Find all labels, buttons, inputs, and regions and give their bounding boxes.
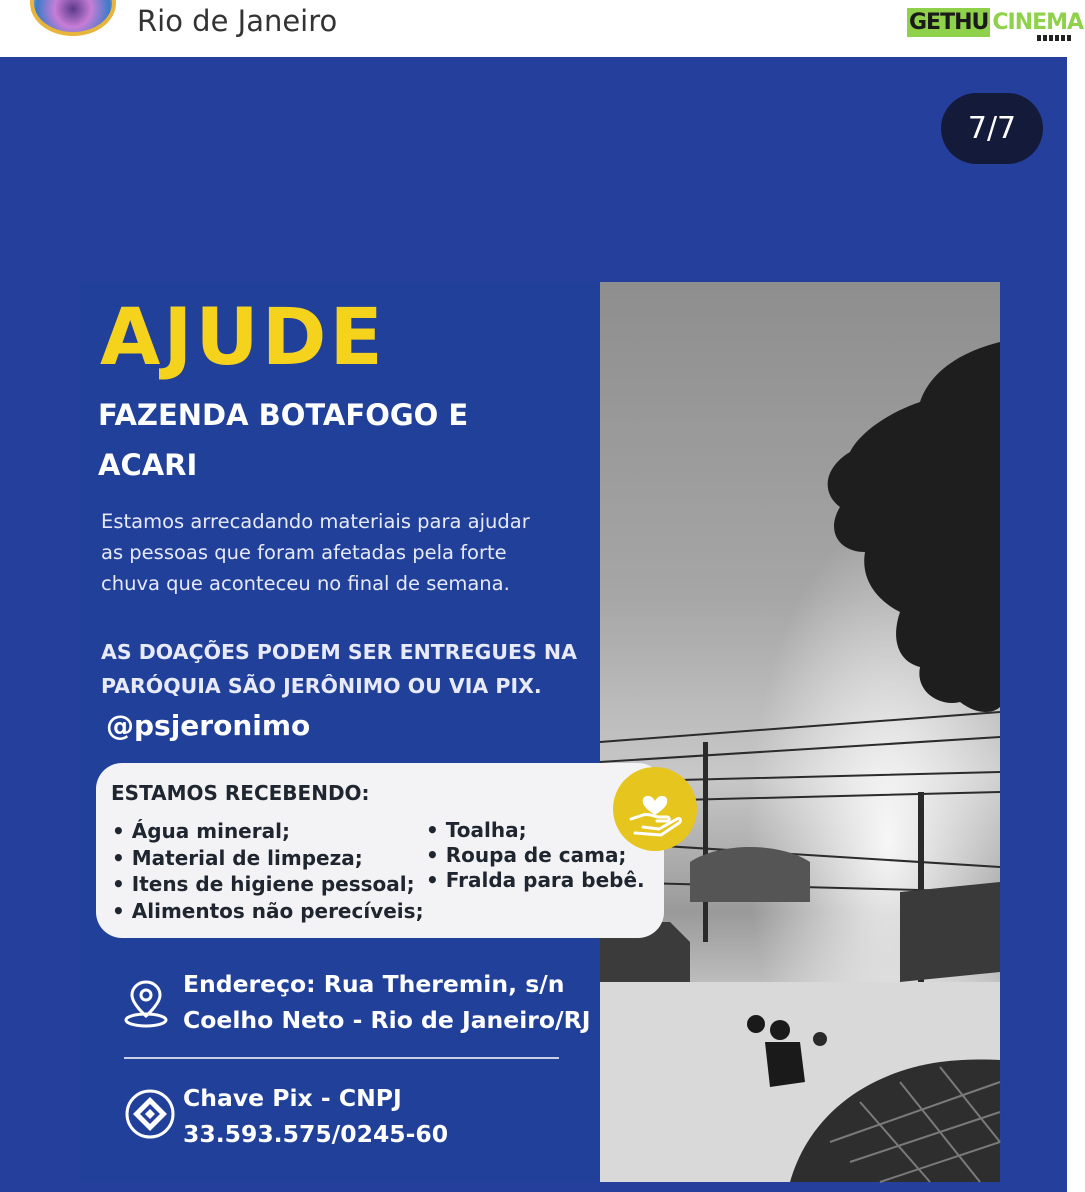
list-item: • Toalha;: [426, 818, 645, 843]
receiving-title: ESTAMOS RECEBENDO:: [111, 781, 370, 805]
address-text: [183, 966, 590, 1038]
flood-photo-illustration: [600, 282, 1000, 1182]
watermark-part1: GETHU: [909, 9, 989, 35]
donation-line: AS DOAÇÕES PODEM SER ENTREGUES NA: [101, 640, 577, 664]
pix-line: 33.593.575/0245-60: [183, 1120, 449, 1148]
list-item: • Água mineral;: [112, 818, 424, 845]
flood-photo: [600, 282, 1000, 1182]
description-line: as pessoas que foram afetadas pela forte: [101, 541, 507, 564]
address-line: Endereço: Rua Theremin, s/n: [183, 970, 565, 998]
items-list-right: [426, 818, 645, 893]
list-item: • Alimentos não perecíveis;: [112, 898, 424, 925]
list-item: • Itens de higiene pessoal;: [112, 871, 424, 898]
film-strip-icon: [1037, 35, 1073, 41]
list-item: • Fralda para bebê.: [426, 868, 645, 893]
pix-key-text: [183, 1080, 448, 1152]
list-item: • Material de limpeza;: [112, 845, 424, 872]
location-pin-icon: [123, 978, 169, 1030]
items-list-left: [112, 818, 424, 924]
poster-subtitle: [98, 390, 568, 490]
description-line: Estamos arrecadando materiais para ajudar: [101, 510, 530, 533]
post-location[interactable]: Rio de Janeiro: [137, 4, 338, 38]
donation-line: PARÓQUIA SÃO JERÔNIMO OU VIA PIX.: [101, 674, 542, 698]
poster-title: AJUDE: [100, 293, 386, 383]
pix-icon: [124, 1088, 176, 1140]
list-item: • Roupa de cama;: [426, 843, 645, 868]
heart-hand-icon: [613, 767, 697, 851]
subtitle-line: FAZENDA BOTAFOGO E: [98, 398, 469, 432]
section-divider: [124, 1057, 559, 1059]
watermark-part2: CINEMA: [992, 9, 1084, 35]
post-header: [0, 0, 1084, 57]
carousel-counter: 7/7: [941, 93, 1043, 164]
poster-description: [101, 506, 581, 599]
watermark-logo: [907, 5, 1085, 39]
pix-line: Chave Pix - CNPJ: [183, 1084, 402, 1112]
profile-avatar[interactable]: [30, 0, 116, 36]
donation-instructions: [101, 635, 601, 703]
description-line: chuva que aconteceu no final de semana.: [101, 572, 510, 595]
address-line: Coelho Neto - Rio de Janeiro/RJ: [183, 1006, 591, 1034]
instagram-handle: @psjeronimo: [106, 709, 311, 742]
subtitle-line: ACARI: [98, 448, 198, 482]
